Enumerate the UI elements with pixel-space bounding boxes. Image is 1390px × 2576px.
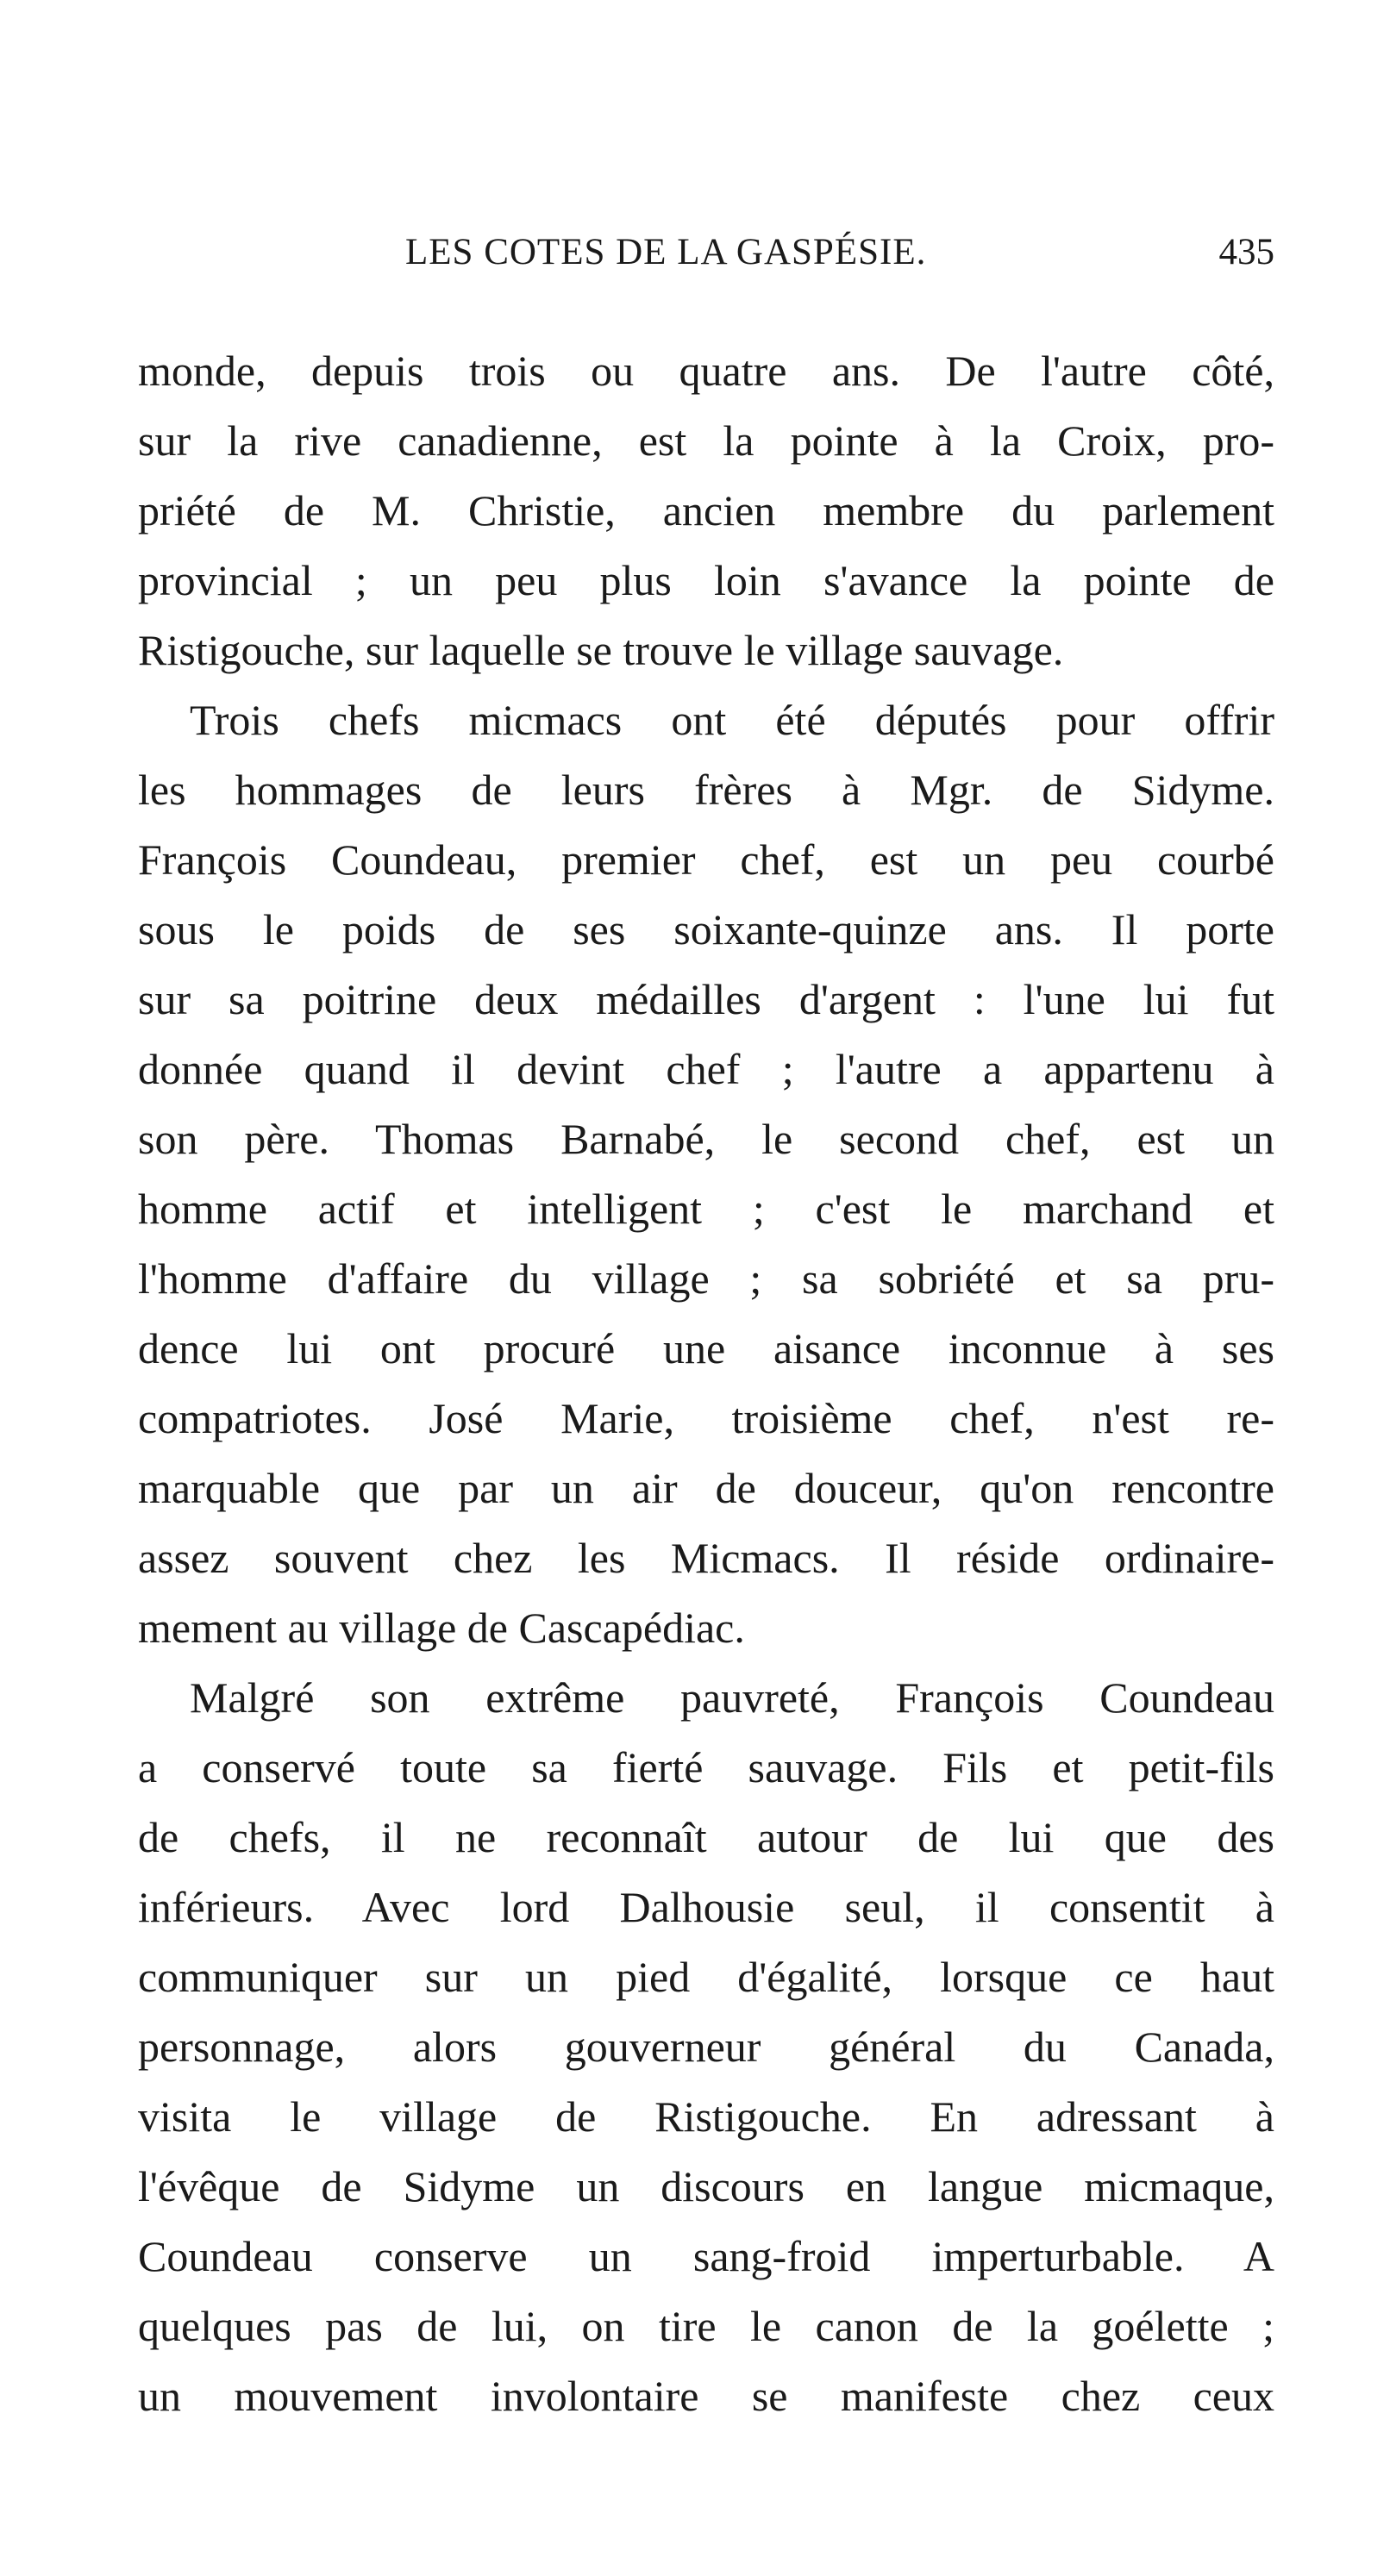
text-line: dence lui ont procuré une aisance inconnue à ses (138, 1324, 1274, 1372)
text-line: monde, depuis trois ou quatre ans. De l'autre côté, (138, 347, 1274, 395)
text-line: provincial ; un peu plus loin s'avance la pointe de (138, 556, 1274, 604)
text-line: compatriotes. José Marie, troisième chef, n'est re- (138, 1394, 1274, 1442)
text-line: Trois chefs micmacs ont été députés pour offrir (190, 696, 1274, 744)
text-line: donnée quand il devint chef ; l'autre a appartenu à (138, 1045, 1274, 1093)
text-line: marquable que par un air de douceur, qu'on rencontre (138, 1464, 1274, 1512)
text-line: François Coundeau, premier chef, est un peu courbé (138, 835, 1274, 884)
text-line: l'homme d'affaire du village ; sa sobriété et sa pru- (138, 1254, 1274, 1303)
text-line: inférieurs. Avec lord Dalhousie seul, il consentit à (138, 1883, 1274, 1931)
text-line: un mouvement involontaire se manifeste chez ceux (138, 2372, 1274, 2420)
text-line: l'évêque de Sidyme un discours en langue micmaque, (138, 2162, 1274, 2210)
text-line: visita le village de Ristigouche. En adressant à (138, 2092, 1274, 2141)
page-header (138, 231, 1274, 283)
text-line: communiquer sur un pied d'égalité, lorsque ce haut (138, 1953, 1274, 2001)
text-line: sur la rive canadienne, est la pointe à la Croix, pro- (138, 416, 1274, 465)
page-number: 435 (1218, 232, 1274, 272)
text-line: sur sa poitrine deux médailles d'argent : l'une lui fut (138, 975, 1274, 1023)
text-line: mement au village de Cascapédiac. (138, 1604, 745, 1652)
text-line: Ristigouche, sur laquelle se trouve le village sauvage. (138, 626, 1064, 674)
text-line: a conservé toute sa fierté sauvage. Fils et petit-fils (138, 1743, 1274, 1791)
text-line: son père. Thomas Barnabé, le second chef, est un (138, 1115, 1274, 1163)
text-line: de chefs, il ne reconnaît autour de lui que des (138, 1813, 1274, 1861)
text-line: personnage, alors gouverneur général du Canada, (138, 2023, 1274, 2071)
text-line: homme actif et intelligent ; c'est le marchand et (138, 1185, 1274, 1233)
running-title: LES COTES DE LA GASPÉSIE. (405, 232, 927, 272)
text-line: quelques pas de lui, on tire le canon de la goélette ; (138, 2302, 1274, 2350)
text-line: les hommages de leurs frères à Mgr. de Sidyme. (138, 766, 1274, 814)
body-text (138, 336, 1274, 2431)
text-line: Malgré son extrême pauvreté, François Coundeau (190, 1673, 1274, 1722)
text-line: Coundeau conserve un sang-froid imperturbable. A (138, 2232, 1274, 2280)
text-line: sous le poids de ses soixante-quinze ans. Il porte (138, 905, 1274, 953)
text-line: assez souvent chez les Micmacs. Il réside ordinaire- (138, 1534, 1274, 1582)
text-line: priété de M. Christie, ancien membre du parlement (138, 486, 1274, 535)
